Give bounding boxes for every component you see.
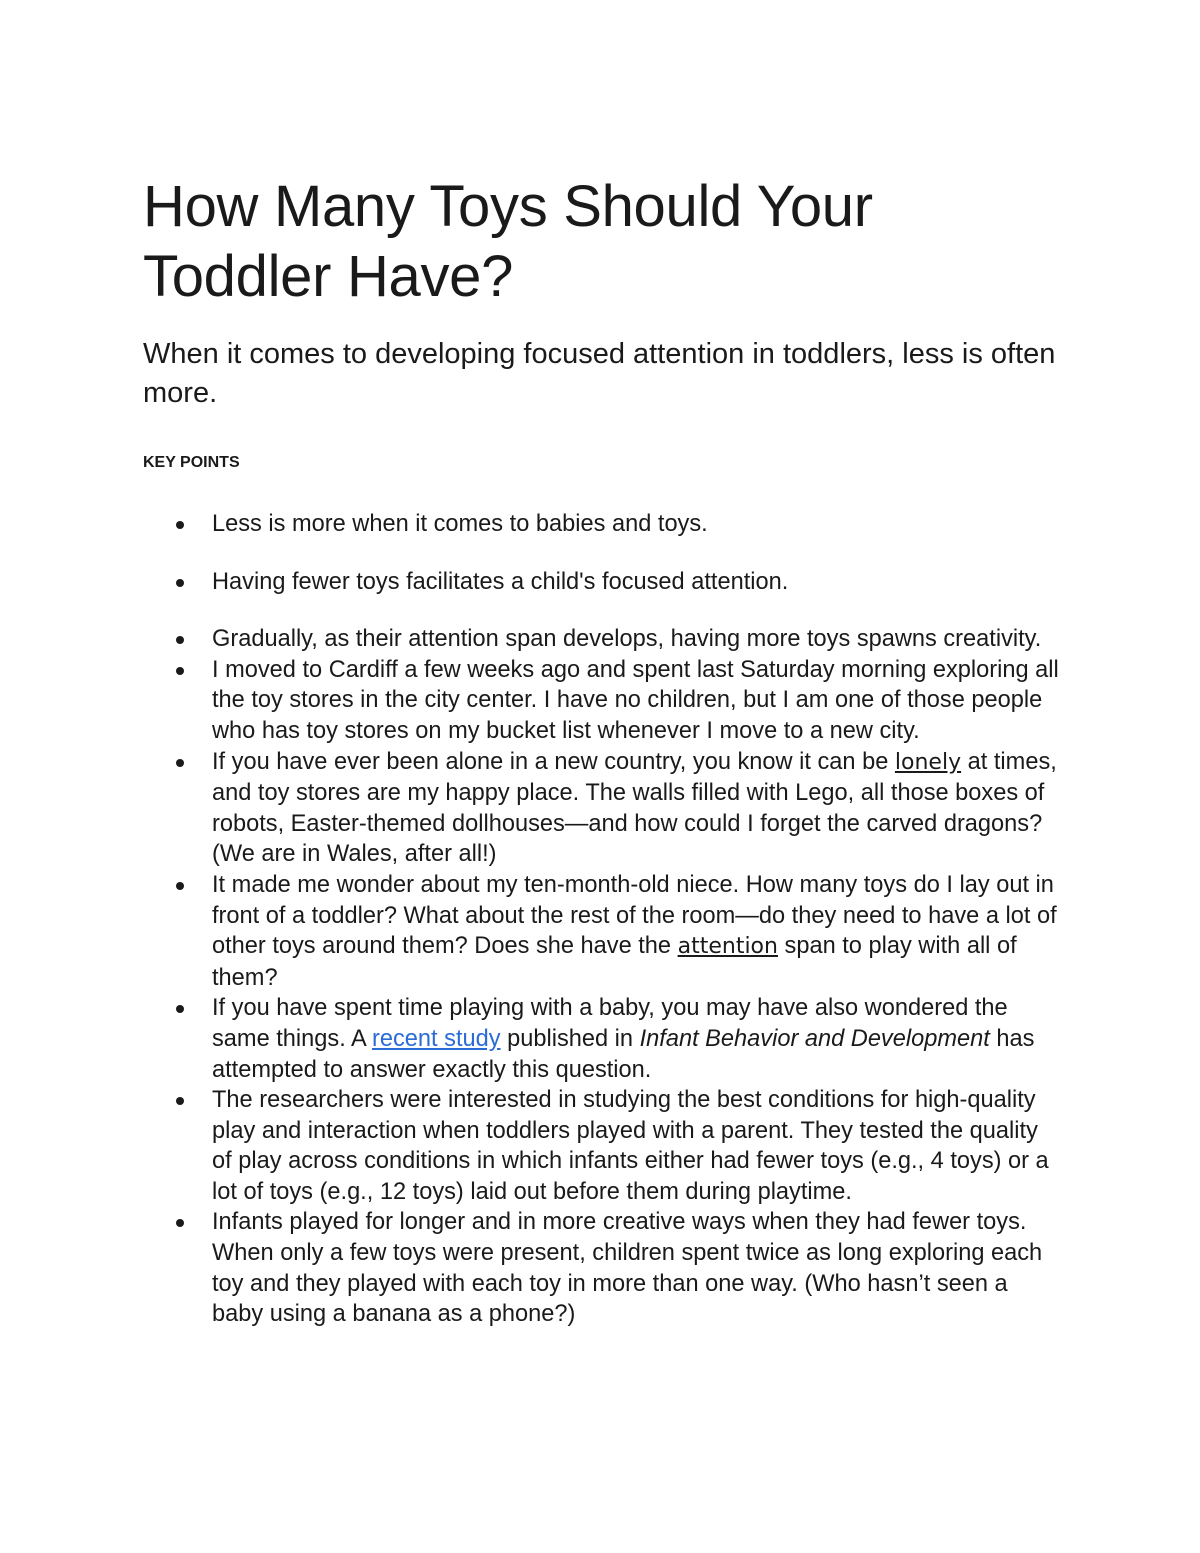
body-paragraph [143,993,1063,1085]
paragraph-text: I moved to Cardiff a few weeks ago and spent last Saturday morning exploring all the toy stores in the city center. I have no children, but I am one of those people who has toy stores on my bucket list whenever I move to a new city. [212,656,1059,744]
article-subtitle: When it comes to developing focused attention in toddlers, less is often more. [143,338,1056,409]
key-point-text: Having fewer toys facilitates a child's focused attention. [212,568,789,595]
key-point [143,624,1063,655]
paragraph-text: has attempted to answer exactly this question. [212,1025,1035,1083]
paragraph-text: published in [500,1025,640,1052]
attention-link[interactable]: attention [677,934,778,960]
lonely-link[interactable]: lonely [894,749,962,775]
key-point [143,567,1063,598]
paragraph-text: If you have ever been alone in a new country, you know it can be [212,748,895,775]
key-point [143,509,1063,540]
bullet-list [143,509,1063,1330]
paragraph-text: If you have spent time playing with a baby, you may have also wondered the same things. A [212,995,1008,1052]
paragraph-text: The researchers were interested in studying the best conditions for high-quality play and interaction when toddlers played with a parent. They tested the quality of play across conditions in which infants either had fewer toys (e.g., 4 toys) or a lot of toys (e.g., 12 toys) laid out before them during playtime. [212,1087,1049,1205]
paragraph-text: span to play with all of them? [212,933,1017,991]
body-paragraph [143,1085,1063,1207]
recent-study-link[interactable]: recent study [372,1025,501,1052]
paragraph-text: at times, and toy stores are my happy place. The walls filled with Lego, all those boxes of robots, Easter-themed dollhouses—and how could I forget the carved dragons? (We are in Wales, after all!) [212,748,1057,868]
body-paragraph [143,655,1063,747]
paragraph-text: Infants played for longer and in more creative ways when they had fewer toys. When only a few toys were present, children spent twice as long exploring each toy and they played with each toy in more than one way. (Who hasn’t seen a baby using a banana as a phone?) [212,1209,1043,1328]
body-paragraph [143,1207,1063,1329]
paragraph-text: It made me wonder about my ten-month-old niece. How many toys do I lay out in front of a toddler? What about the rest of the room—do they need to have a lot of other toys around them? Does she have the [212,871,1057,960]
title-line-2: Toddler Have? [143,244,514,309]
title-line-1: How Many Toys Should Your [143,174,873,239]
body-paragraph [143,870,1063,993]
article [143,172,1063,1330]
key-point-text: Less is more when it comes to babies and toys. [212,511,708,537]
key-point-text: Gradually, as their attention span develops, having more toys spawns creativity. [212,626,1042,653]
journal-title: Infant Behavior and Development [639,1025,990,1052]
body-paragraph [143,747,1063,870]
article-title [143,172,1063,312]
key-points-label: KEY POINTS [143,454,240,471]
